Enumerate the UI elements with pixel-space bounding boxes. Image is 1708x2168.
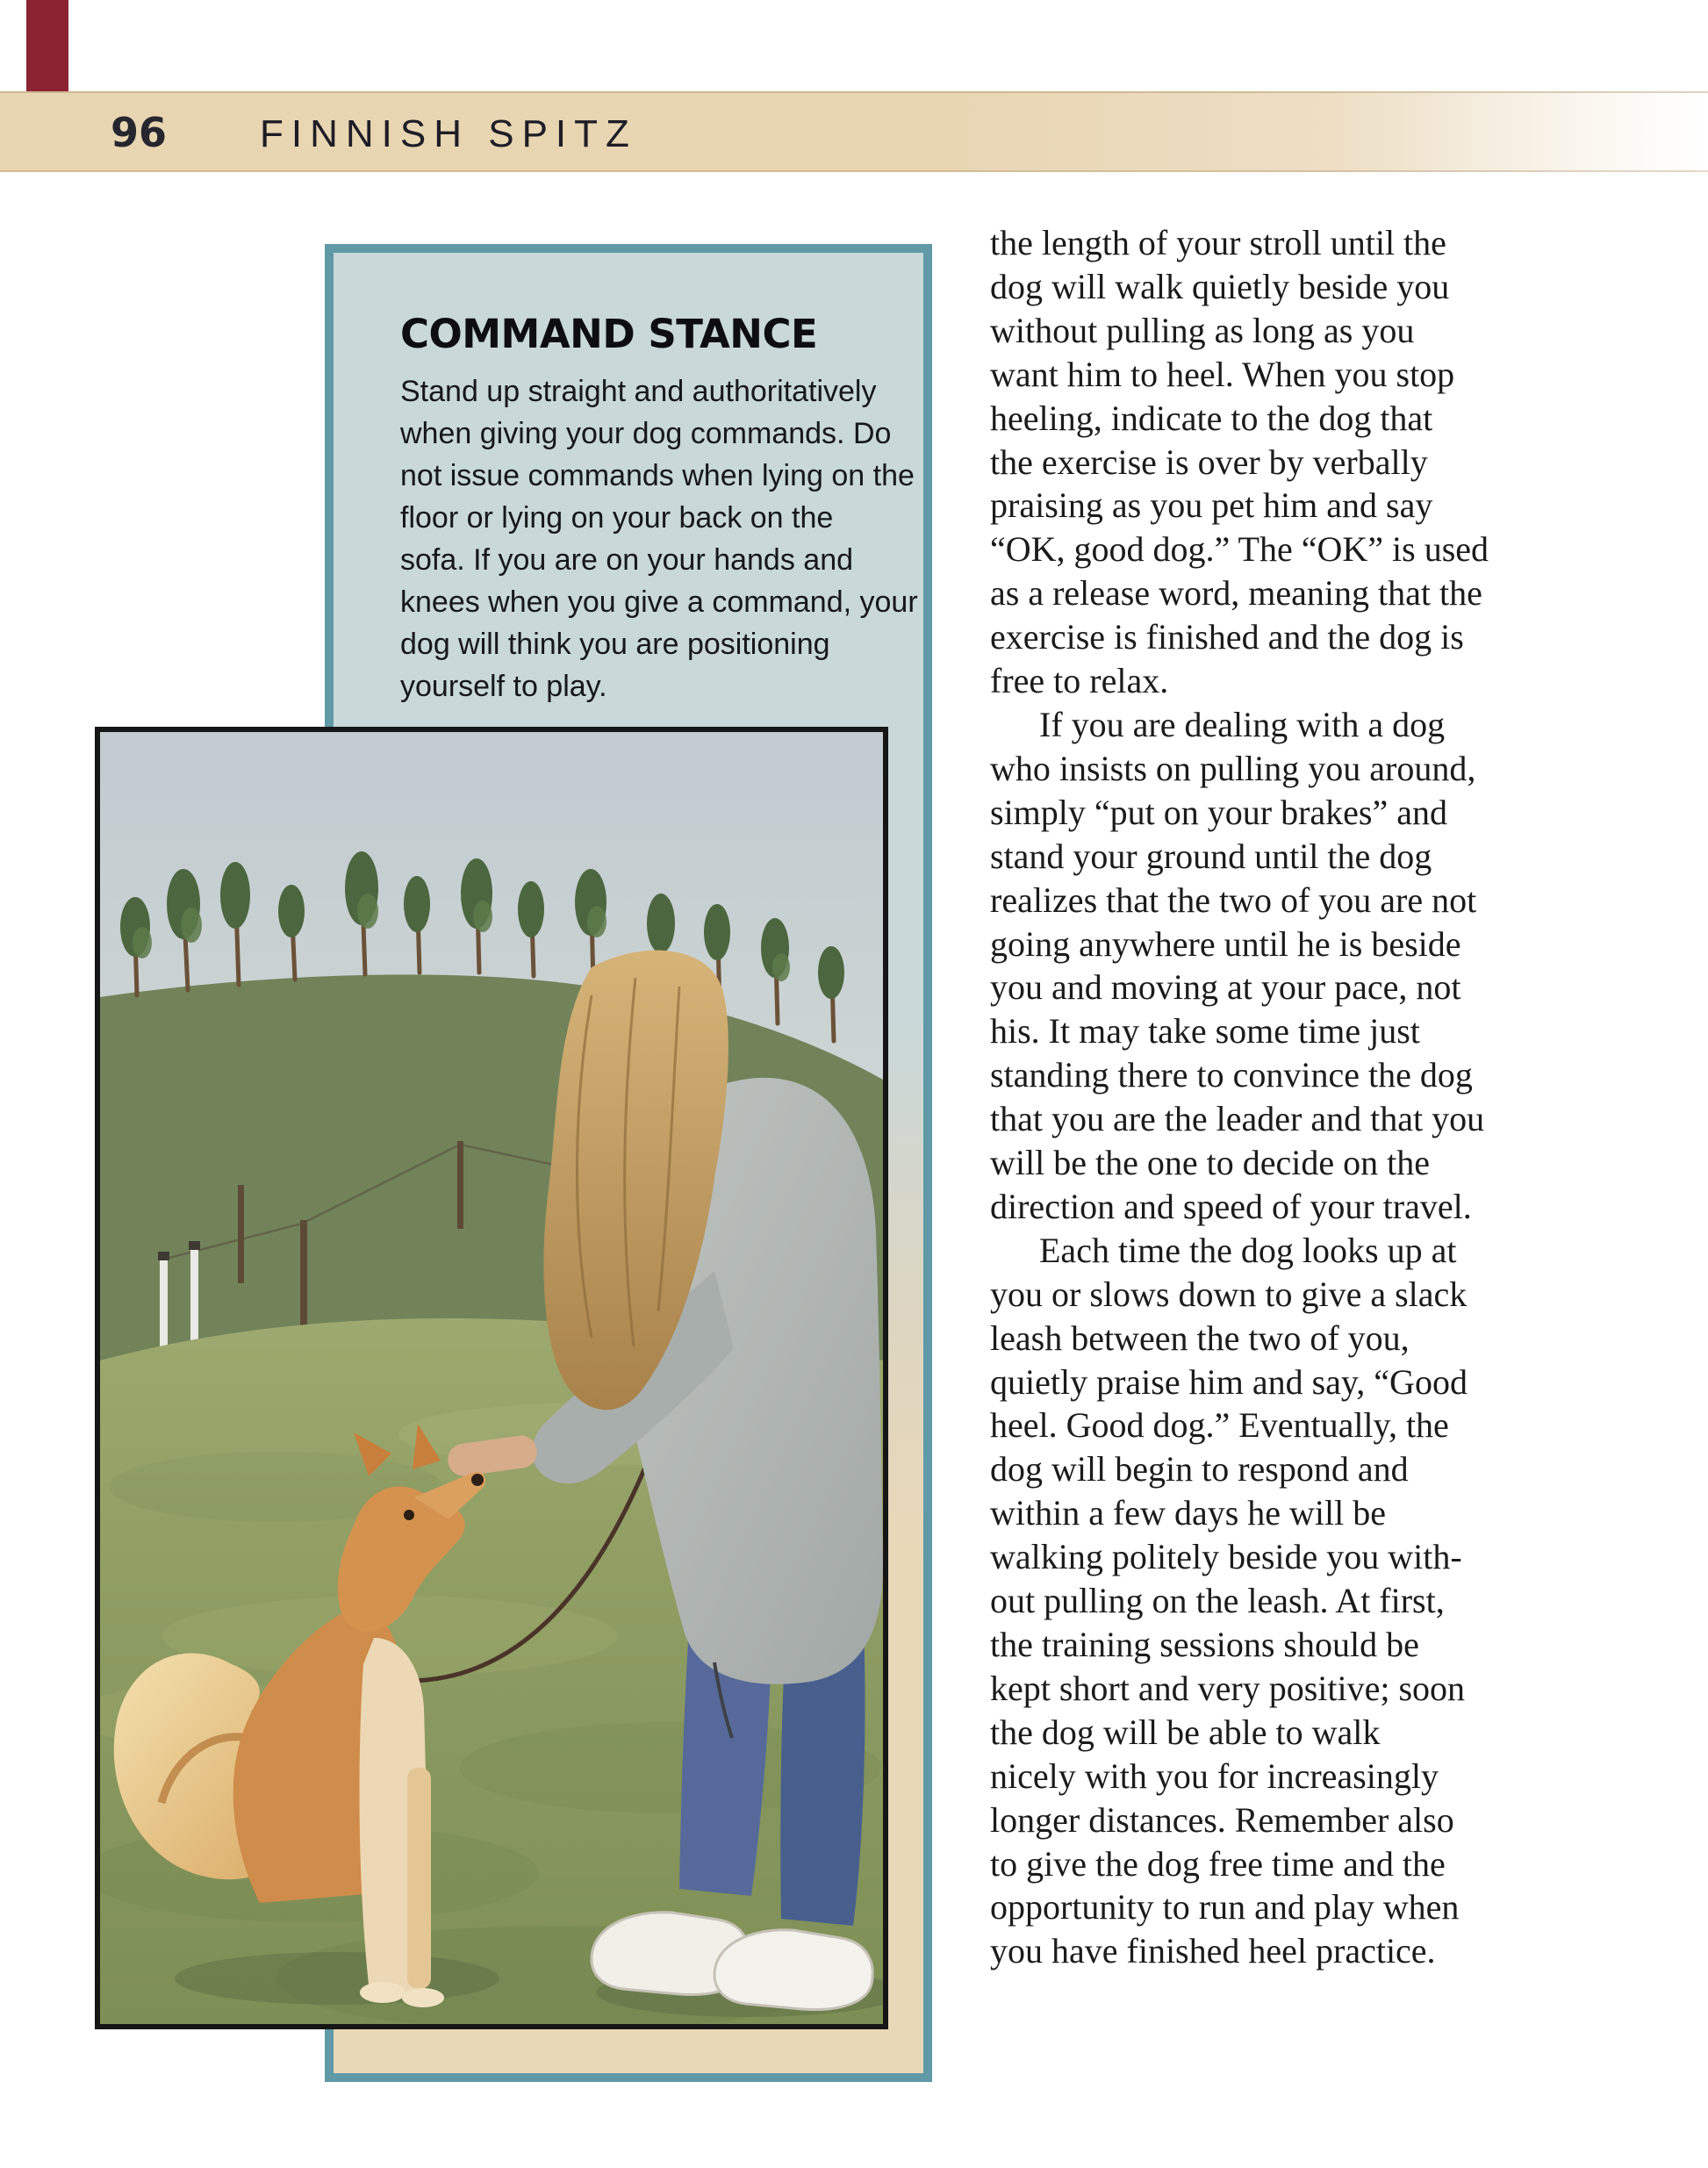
text-line: Stand up straight and authoritatively bbox=[400, 375, 877, 408]
photo-scene bbox=[100, 732, 883, 2024]
text-line: “OK, good dog.” The “OK” is used bbox=[990, 529, 1489, 570]
text-line: free to relax. bbox=[990, 661, 1169, 701]
text-line: to give the dog free time and the bbox=[990, 1843, 1446, 1884]
paragraph bbox=[990, 221, 1683, 703]
dog-eye bbox=[404, 1510, 414, 1520]
text-line: dog will begin to respond and bbox=[990, 1449, 1409, 1490]
text-line: heeling, indicate to the dog that bbox=[990, 398, 1433, 438]
text-line: out pulling on the leash. At first, bbox=[990, 1581, 1445, 1621]
text-line: the dog will be able to walk bbox=[990, 1712, 1381, 1752]
text-line: not issue commands when lying on the bbox=[400, 459, 915, 492]
training-photo bbox=[95, 727, 888, 2029]
text-line: opportunity to run and play when bbox=[990, 1887, 1460, 1928]
dog-shadow bbox=[175, 1952, 499, 2005]
text-line: Each time the dog looks up at bbox=[1039, 1230, 1457, 1270]
dog-front-leg bbox=[407, 1768, 431, 1989]
spine-tab bbox=[26, 0, 68, 100]
dog-paw bbox=[360, 1982, 405, 2003]
text-line: as a release word, meaning that the bbox=[990, 573, 1482, 614]
text-line: sofa. If you are on your hands and bbox=[400, 543, 854, 577]
text-line: longer distances. Remember also bbox=[990, 1799, 1454, 1840]
text-line: standing there to convince the dog bbox=[990, 1055, 1473, 1095]
text-line: the training sessions should be bbox=[990, 1625, 1419, 1664]
text-line: knees when you give a command, your bbox=[400, 585, 918, 619]
text-line: that you are the leader and that you bbox=[990, 1099, 1485, 1139]
sidebar-heading: COMMAND STANCE bbox=[400, 311, 818, 357]
text-line: floor or lying on your back on the bbox=[400, 501, 834, 535]
text-line: leash between the two of you, bbox=[990, 1317, 1410, 1358]
text-line: praising as you pet him and say bbox=[990, 485, 1433, 526]
text-line: exercise is finished and the dog is bbox=[990, 617, 1464, 657]
paragraph bbox=[990, 703, 1683, 1229]
text-line: you have finished heel practice. bbox=[990, 1931, 1436, 1971]
text-line: walking politely beside you with- bbox=[990, 1537, 1462, 1577]
text-line: within a few days he will be bbox=[990, 1493, 1386, 1533]
text-line: quietly praise him and say, “Good bbox=[990, 1361, 1468, 1402]
text-line: If you are dealing with a dog bbox=[1039, 704, 1446, 744]
paragraph bbox=[990, 1229, 1683, 1973]
text-line: who insists on pulling you around, bbox=[990, 748, 1476, 788]
breed-title: FINNISH SPITZ bbox=[260, 112, 637, 155]
text-line: going anywhere until he is beside bbox=[990, 923, 1461, 964]
text-line: you or slows down to give a slack bbox=[990, 1274, 1468, 1314]
text-line: kept short and very positive; soon bbox=[990, 1668, 1466, 1708]
text-line: the length of your stroll until the bbox=[990, 223, 1446, 262]
text-line: when giving your dog commands. Do bbox=[400, 417, 892, 450]
text-line: you and moving at your pace, not bbox=[990, 967, 1461, 1008]
sneaker bbox=[714, 1930, 872, 2010]
text-line: will be the one to decide on the bbox=[990, 1143, 1430, 1183]
dog-nose bbox=[471, 1474, 484, 1486]
text-line: yourself to play. bbox=[400, 670, 607, 703]
text-line: stand your ground until the dog bbox=[990, 836, 1432, 876]
text-line: direction and speed of your travel. bbox=[990, 1186, 1472, 1226]
article-column bbox=[990, 221, 1683, 1973]
text-line: dog will walk quietly beside you bbox=[990, 266, 1450, 306]
text-line: heel. Good dog.” Eventually, the bbox=[990, 1405, 1449, 1446]
text-line: without pulling as long as you bbox=[990, 310, 1415, 350]
text-line: nicely with you for increasingly bbox=[990, 1755, 1439, 1796]
text-line: simply “put on your brakes” and bbox=[990, 792, 1447, 832]
dog-paw bbox=[402, 1988, 444, 2007]
text-line: realizes that the two of you are not bbox=[990, 879, 1477, 920]
sidebar-text bbox=[400, 370, 918, 707]
page-header bbox=[0, 91, 1708, 172]
text-line: the exercise is over by verbally bbox=[990, 441, 1428, 482]
page-number: 96 bbox=[111, 109, 168, 156]
text-line: want him to heel. When you stop bbox=[990, 354, 1455, 394]
text-line: dog will think you are positioning bbox=[400, 628, 830, 661]
fence-post bbox=[238, 1185, 244, 1283]
text-line: his. It may take some time just bbox=[990, 1011, 1420, 1052]
